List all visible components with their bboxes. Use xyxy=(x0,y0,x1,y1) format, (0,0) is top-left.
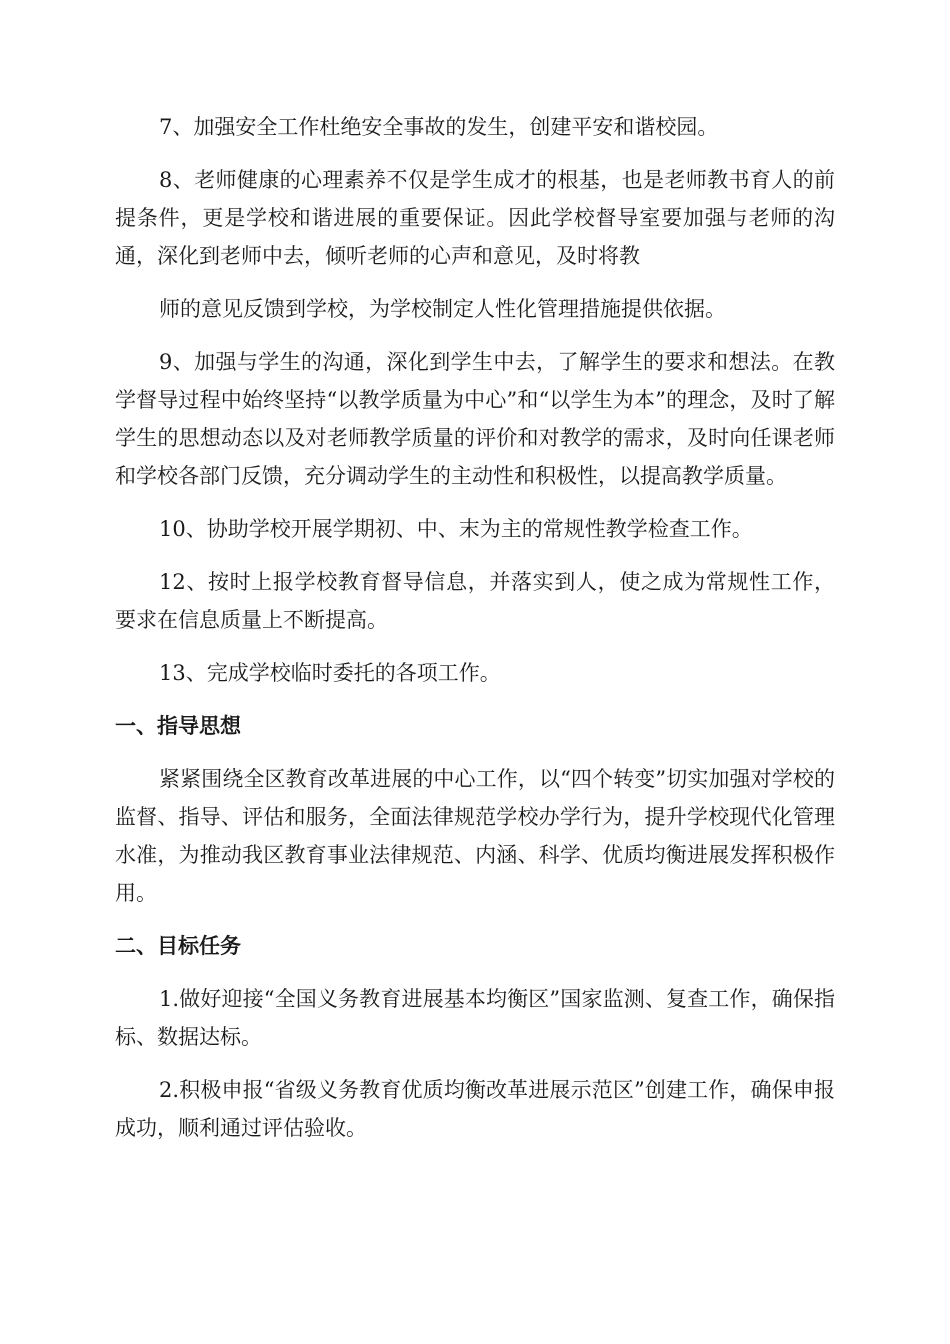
paragraph-goal-1: 1.做好迎接“全国义务教育进展基本均衡区”国家监测、复查工作，确保指标、数据达标。 xyxy=(115,987,835,1049)
paragraph-item-12: 12、按时上报学校教育督导信息，并落实到人，使之成为常规性工作，要求在信息质量上不断提高。 xyxy=(115,570,835,632)
paragraph-guiding-ideology: 紧紧围绕全区教育改革进展的中心工作，以“四个转变”切实加强对学校的监督、指导、评估和服务，全面法律规范学校办学行为，提升学校现代化管理水准，为推动我区教育事业法律规范、内涵、科学、优质均衡进展发挥积极作用。 xyxy=(115,767,835,905)
paragraph-item-10: 10、协助学校开展学期初、中、末为主的常规性教学检查工作。 xyxy=(159,517,753,541)
paragraph-item-8: 8、老师健康的心理素养不仅是学生成才的根基，也是老师教书育人的前提条件，更是学校和谐进展的重要保证。因此学校督导室要加强与老师的沟通，深化到老师中去，倾听老师的心声和意见，及时将教 xyxy=(115,168,835,268)
paragraph-goal-2: 2.积极申报“省级义务教育优质均衡改革进展示范区”创建工作，确保申报成功，顺利通过评估验收。 xyxy=(115,1078,835,1140)
paragraph-item-8-continued: 师的意见反馈到学校，为学校制定人性化管理措施提供依据。 xyxy=(159,297,726,321)
document-page xyxy=(115,108,835,1162)
section-heading-guiding-ideology: 一、指导思想 xyxy=(115,714,241,738)
section-heading-goals-tasks: 二、目标任务 xyxy=(115,934,241,958)
paragraph-item-9: 9、加强与学生的沟通，深化到学生中去，了解学生的要求和想法。在教学督导过程中始终坚持“以教学质量为中心”和“以学生为本”的理念，及时了解学生的思想动态以及对老师教学质量的评价和对教学的需求，及时向任课老师和学校各部门反馈，充分调动学生的主动性和积极性，以提高教学质量。 xyxy=(115,350,835,488)
paragraph-item-13: 13、完成学校临时委托的各项工作。 xyxy=(159,661,501,685)
paragraph-item-7: 7、加强安全工作杜绝安全事故的发生，创建平安和谐校园。 xyxy=(159,115,719,139)
